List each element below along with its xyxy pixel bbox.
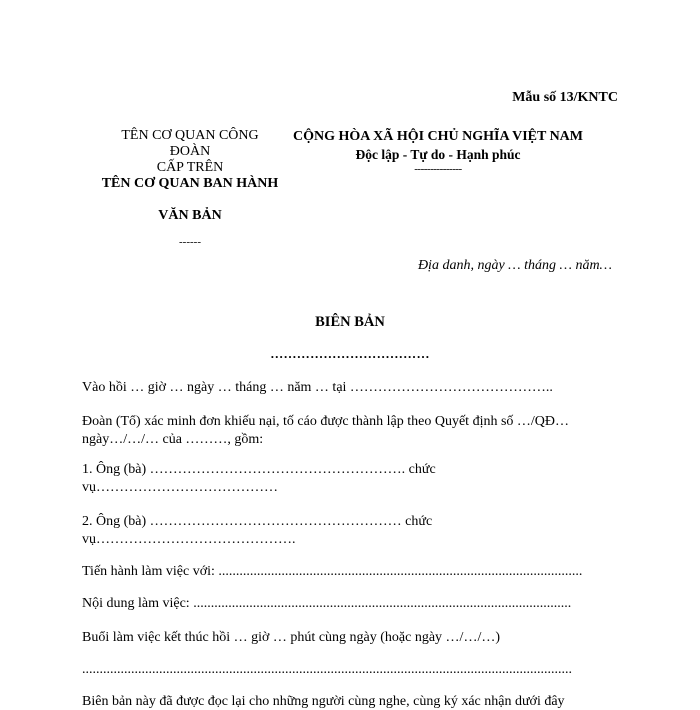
member-2-position-line: vụ……………………………………. xyxy=(82,532,296,547)
place-date: Địa danh, ngày … tháng … năm… xyxy=(417,258,612,273)
issuing-agency-line1: TÊN CƠ QUAN BAN HÀNH xyxy=(101,176,279,191)
team-decision-date-line: ngày…/…/… của ………, gồm: xyxy=(82,432,264,447)
superior-agency-line1: TÊN CƠ QUAN CÔNG xyxy=(121,128,259,143)
meeting-end-line: Buổi làm việc kết thúc hồi … giờ … phút cùng ngày (hoặc ngày …/…/…) xyxy=(82,630,500,645)
right-header-divider: --------------- xyxy=(414,163,462,175)
document-title: BIÊN BẢN xyxy=(315,314,385,330)
issuing-agency-line2: VĂN BẢN xyxy=(158,208,222,223)
superior-agency-line2: ĐOÀN xyxy=(169,144,211,159)
member-1-name-line: 1. Ông (bà) ………………………………………………. chức xyxy=(82,462,436,477)
closing-statement-line: Biên bản này đã được đọc lại cho những người cùng nghe, cùng ký xác nhận dưới đây xyxy=(82,694,565,709)
meeting-time-line: Vào hồi … giờ … ngày … tháng … năm … tại …………………………………….. xyxy=(82,380,553,395)
team-decision-line: Đoàn (Tổ) xác minh đơn khiếu nại, tố cáo được thành lập theo Quyết định số …/QĐ… xyxy=(82,414,570,429)
working-with-line: Tiến hành làm việc với: ........................................................................................................ xyxy=(82,564,583,579)
member-1-position-line: vụ………………………………… xyxy=(82,480,278,495)
form-code: Mẫu số 13/KNTC xyxy=(512,90,618,105)
national-header xyxy=(288,128,588,174)
working-content-line: Nội dung làm việc: ............................................................................................................ xyxy=(82,596,572,611)
document-subtitle: ……………………………… xyxy=(270,346,430,361)
blank-fill-line: ............................................................................................................................................ xyxy=(82,662,572,677)
left-header-divider: ------ xyxy=(179,236,201,248)
national-motto: Độc lập - Tự do - Hạnh phúc xyxy=(355,147,521,162)
nation-title: CỘNG HÒA XÃ HỘI CHỦ NGHĨA VIỆT NAM xyxy=(292,129,583,144)
superior-agency-line3: CẤP TRÊN xyxy=(156,160,224,175)
member-2-name-line: 2. Ông (bà) ……………………………………………… chức xyxy=(82,514,433,529)
issuing-agency-header xyxy=(80,128,300,224)
